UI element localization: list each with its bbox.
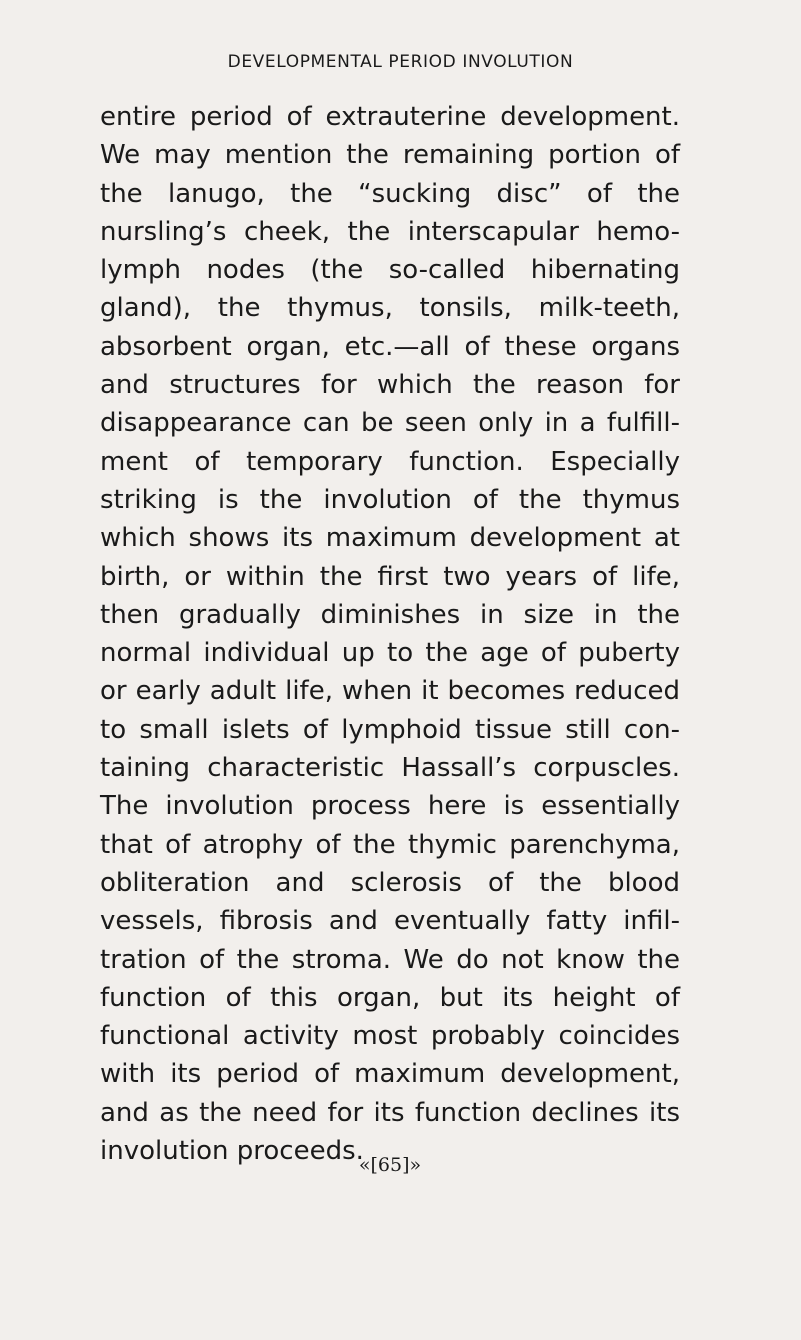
text-line: nursling’s cheek, the interscapular hemo- [100,216,680,247]
text-line: with its period of maximum development, [100,1059,680,1090]
body-paragraph [100,98,680,1170]
text-line: We may mention the remaining portion of [100,140,680,171]
page-number: «[65]» [358,1154,422,1176]
text-line: striking is the involution of the thymus [100,484,680,515]
text-line: vessels, fibrosis and eventually fatty infil- [100,906,680,937]
text-line: normal individual up to the age of puberty [100,638,680,669]
text-line: disappearance can be seen only in a fulfill- [100,408,680,439]
text-line: absorbent organ, etc.—all of these organs [100,331,680,362]
text-line: or early adult life, when it becomes reduced [100,676,680,707]
text-line: taining characteristic Hassall’s corpuscles. [100,753,680,784]
text-line: functional activity most probably coincides [100,1021,680,1052]
text-line: the lanugo, the “sucking disc” of the [100,178,680,209]
text-line: then gradually diminishes in size in the [100,599,680,630]
text-line: involution proceeds. [100,1136,364,1167]
text-line: which shows its maximum development at [100,523,680,554]
text-line: to small islets of lymphoid tissue still con- [100,714,680,745]
text-line: and as the need for its function declines its [100,1097,680,1128]
text-line: and structures for which the reason for [100,370,680,401]
text-line: birth, or within the first two years of life, [100,561,680,592]
running-head: DEVELOPMENTAL PERIOD INVOLUTION [227,52,574,72]
text-line: entire period of extrauterine development. [100,102,680,132]
text-line: that of atrophy of the thymic parenchyma, [100,829,680,860]
text-line: lymph nodes (the so-called hibernating [100,255,680,286]
text-line: obliteration and sclerosis of the blood [100,867,680,898]
text-line: The involution process here is essentially [100,791,680,822]
text-line: ment of temporary function. Especially [100,446,680,477]
text-line: gland), the thymus, tonsils, milk-teeth, [100,293,680,324]
text-line: function of this organ, but its height of [100,982,680,1013]
text-line: tration of the stroma. We do not know the [100,944,680,975]
